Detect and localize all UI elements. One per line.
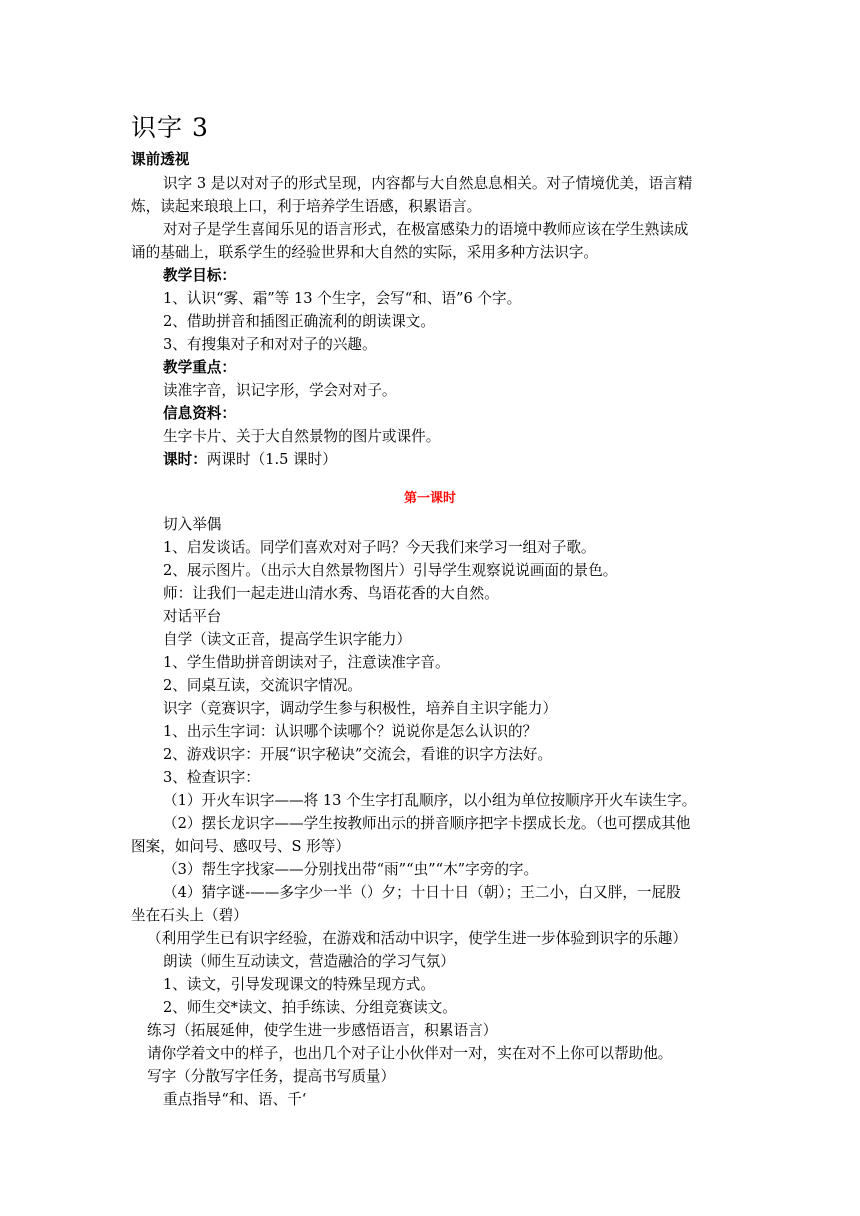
goal-item: 3、有搜集对子和对对子的兴趣。 bbox=[163, 336, 377, 353]
goal-item: 1、认识“雾、霜”等 13 个生字，会写“和、语”6 个字。 bbox=[163, 290, 522, 307]
page-title: 识字 3 bbox=[131, 113, 209, 142]
list-item: 3、检查识字： bbox=[163, 769, 260, 786]
info-text: 生字卡片、关于大自然景物的图片或课件。 bbox=[163, 428, 441, 445]
list-item: （1）开火车识字——将 13 个生字打乱顺序，以小组为单位按顺序开火车读生字。 bbox=[163, 792, 697, 809]
list-item: 2、展示图片。（出示大自然景物图片）引导学生观察说说画面的景色。 bbox=[163, 562, 618, 579]
list-item: 2、游戏识字：开展“识字秘诀”交流会，看谁的识字方法好。 bbox=[163, 746, 553, 763]
goals-heading: 教学目标： bbox=[163, 267, 236, 284]
section-heading: 切入举偶 bbox=[163, 516, 222, 533]
list-item: （3）帮生字找家——分别找出带“雨”“虫”“木”字旁的字。 bbox=[163, 861, 539, 878]
focus-heading: 教学重点： bbox=[163, 359, 236, 376]
list-item: （2）摆长龙识字——学生按教师出示的拼音顺序把字卡摆成长龙。（也可摆成其他 bbox=[163, 815, 691, 832]
period-text: 两课时（1.5 课时） bbox=[206, 451, 337, 468]
intro-heading: 课前透视 bbox=[131, 151, 190, 168]
list-item: 1、启发谈话。同学们喜欢对对子吗？今天我们来学习一组对子歌。 bbox=[163, 539, 596, 556]
section-heading: 对话平台 bbox=[163, 608, 222, 625]
section-heading: 写字（分散写字任务，提高书写质量） bbox=[147, 1068, 396, 1085]
list-item: 1、学生借助拼音朗读对子，注意读准字音。 bbox=[163, 654, 450, 671]
lesson-1-heading: 第一课时 bbox=[403, 491, 456, 506]
period-label: 课时： bbox=[163, 451, 207, 468]
list-item: 2、同桌互读，交流识字情况。 bbox=[163, 677, 363, 694]
intro-paragraph-2-line-2: 诵的基础上，联系学生的经验世界和大自然的实际，采用多种方法识字。 bbox=[131, 244, 599, 261]
focus-text: 读准字音，识记字形，学会对对子。 bbox=[163, 382, 397, 399]
info-heading: 信息资料： bbox=[163, 405, 236, 422]
period-line bbox=[163, 449, 337, 471]
intro-paragraph-2-line-1: 对对子是学生喜闻乐见的语言形式，在极富感染力的语境中教师应该在学生熟读成 bbox=[163, 221, 689, 238]
section-heading: 练习（拓展延伸，使学生进一步感悟语言，积累语言） bbox=[147, 1022, 498, 1039]
list-item: 1、出示生字词：认识哪个读哪个？说说你是怎么认识的？ bbox=[163, 723, 538, 740]
section-heading: 识字（竞赛识字，调动学生参与积极性，培养自主识字能力） bbox=[163, 700, 558, 717]
section-heading: 自学（读文正音，提高学生识字能力） bbox=[163, 631, 412, 648]
list-item-continuation: 图案，如问号、感叹号、S 形等） bbox=[131, 838, 350, 855]
list-item: 2、师生交*读文、拍手练读、分组竞赛读文。 bbox=[163, 999, 457, 1016]
list-item: 1、读文，引导发现课文的特殊呈现方式。 bbox=[163, 976, 435, 993]
intro-paragraph-1-line-1: 识字 3 是以对对子的形式呈现，内容都与大自然息息相关。对子情境优美，语言精 bbox=[163, 175, 693, 192]
section-heading: 朗读（师生互动读文，营造融洽的学习气氛） bbox=[163, 953, 455, 970]
list-item: 师：让我们一起走进山清水秀、鸟语花香的大自然。 bbox=[163, 585, 499, 602]
intro-paragraph-1-line-2: 炼，读起来琅琅上口，利于培养学生语感，积累语言。 bbox=[131, 198, 482, 215]
list-item: （4）猜字谜-——多字少一半（）夕；十日十日（朝）；王二小，白又胖，一屁股 bbox=[163, 884, 681, 901]
list-item-continuation: 坐在石头上（碧） bbox=[131, 907, 248, 924]
list-item: 请你学着文中的样子，也出几个对子让小伙伴对一对，实在对不上你可以帮助他。 bbox=[147, 1045, 673, 1062]
goal-item: 2、借助拼音和插图正确流利的朗读课文。 bbox=[163, 313, 435, 330]
note-text: （利用学生已有识字经验，在游戏和活动中识字，使学生进一步体验到识字的乐趣） bbox=[147, 930, 687, 947]
list-item: 重点指导“和、语、千‘ bbox=[163, 1091, 307, 1108]
